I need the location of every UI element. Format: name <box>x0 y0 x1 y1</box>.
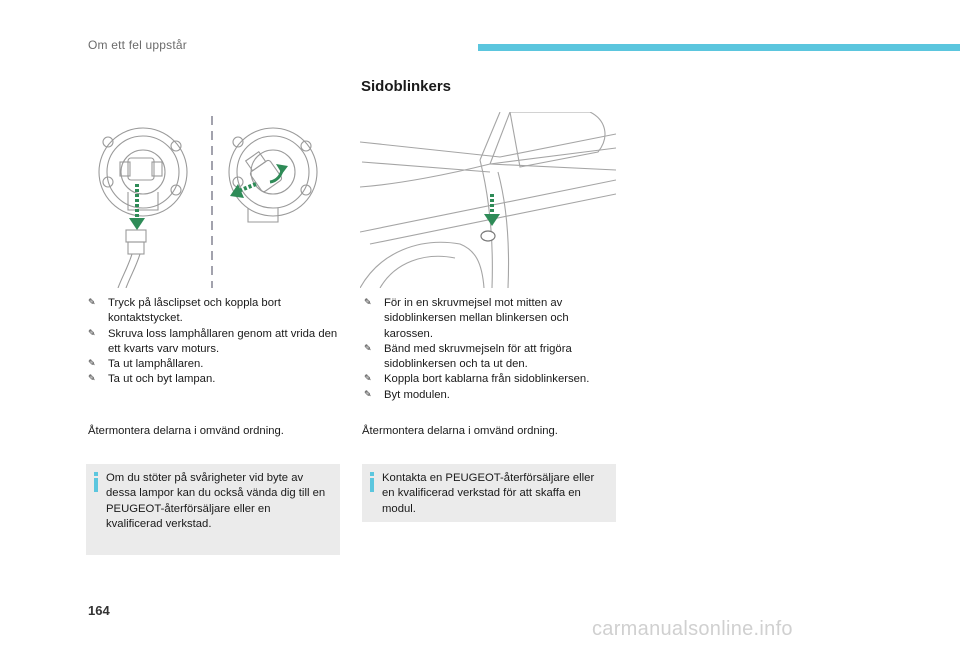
right-steps-list <box>364 296 616 403</box>
pencil-bullet-icon: ✎ <box>88 359 96 370</box>
list-item: ✎ För in en skruvmejsel mot mitten av sidoblinkersen mellan blinkersen och karossen. <box>364 297 569 340</box>
pencil-bullet-icon: ✎ <box>364 389 372 400</box>
list-item: ✎ Tryck på låsclipset och koppla bort kontaktstycket. <box>88 297 281 325</box>
right-info-box <box>362 464 616 522</box>
right-reassembly-note: Återmontera delarna i omvänd ordning. <box>362 425 558 437</box>
page-number: 164 <box>88 603 110 618</box>
header-accent-bar <box>478 44 960 51</box>
pencil-bullet-icon: ✎ <box>88 328 96 339</box>
section-title: Sidoblinkers <box>361 78 452 95</box>
pencil-bullet-icon: ✎ <box>88 374 96 385</box>
list-item: ✎ Koppla bort kablarna från sidoblinkersen. <box>364 372 616 387</box>
list-item: ✎ Bänd med skruvmejseln för att frigöra sidoblinkersen och ta ut den. <box>364 342 572 371</box>
list-item: ✎ Ta ut lamphållaren. <box>88 357 340 372</box>
left-reassembly-note: Återmontera delarna i omvänd ordning. <box>88 425 284 437</box>
left-info-box <box>86 464 340 555</box>
list-item: ✎ Ta ut och byt lampan. <box>88 372 340 387</box>
watermark: carmanualsonline.info <box>592 618 793 640</box>
info-icon <box>369 472 375 492</box>
pencil-bullet-icon: ✎ <box>364 298 372 308</box>
pencil-bullet-icon: ✎ <box>364 343 372 354</box>
side-indicator-illustration <box>360 112 616 288</box>
left-steps-list <box>88 296 340 388</box>
list-item: ✎ Byt modulen. <box>364 388 616 403</box>
right-info-text: Kontakta en PEUGEOT-återförsäljare eller en kvalificerad verkstad för att skaffa en modul. <box>382 472 595 515</box>
info-icon <box>93 472 99 492</box>
header-title: Om ett fel uppstår <box>88 38 187 52</box>
lamp-holder-illustration <box>88 112 340 288</box>
pencil-bullet-icon: ✎ <box>364 374 372 385</box>
pencil-bullet-icon: ✎ <box>88 298 96 308</box>
left-info-text: Om du stöter på svårigheter vid byte av dessa lampor kan du också vända dig till en PEUGEOT-återförsäljare eller en kvalificerad verkstad. <box>106 472 326 530</box>
list-item: ✎ Skruva loss lamphållaren genom att vrida den ett kvarts varv moturs. <box>88 327 338 355</box>
